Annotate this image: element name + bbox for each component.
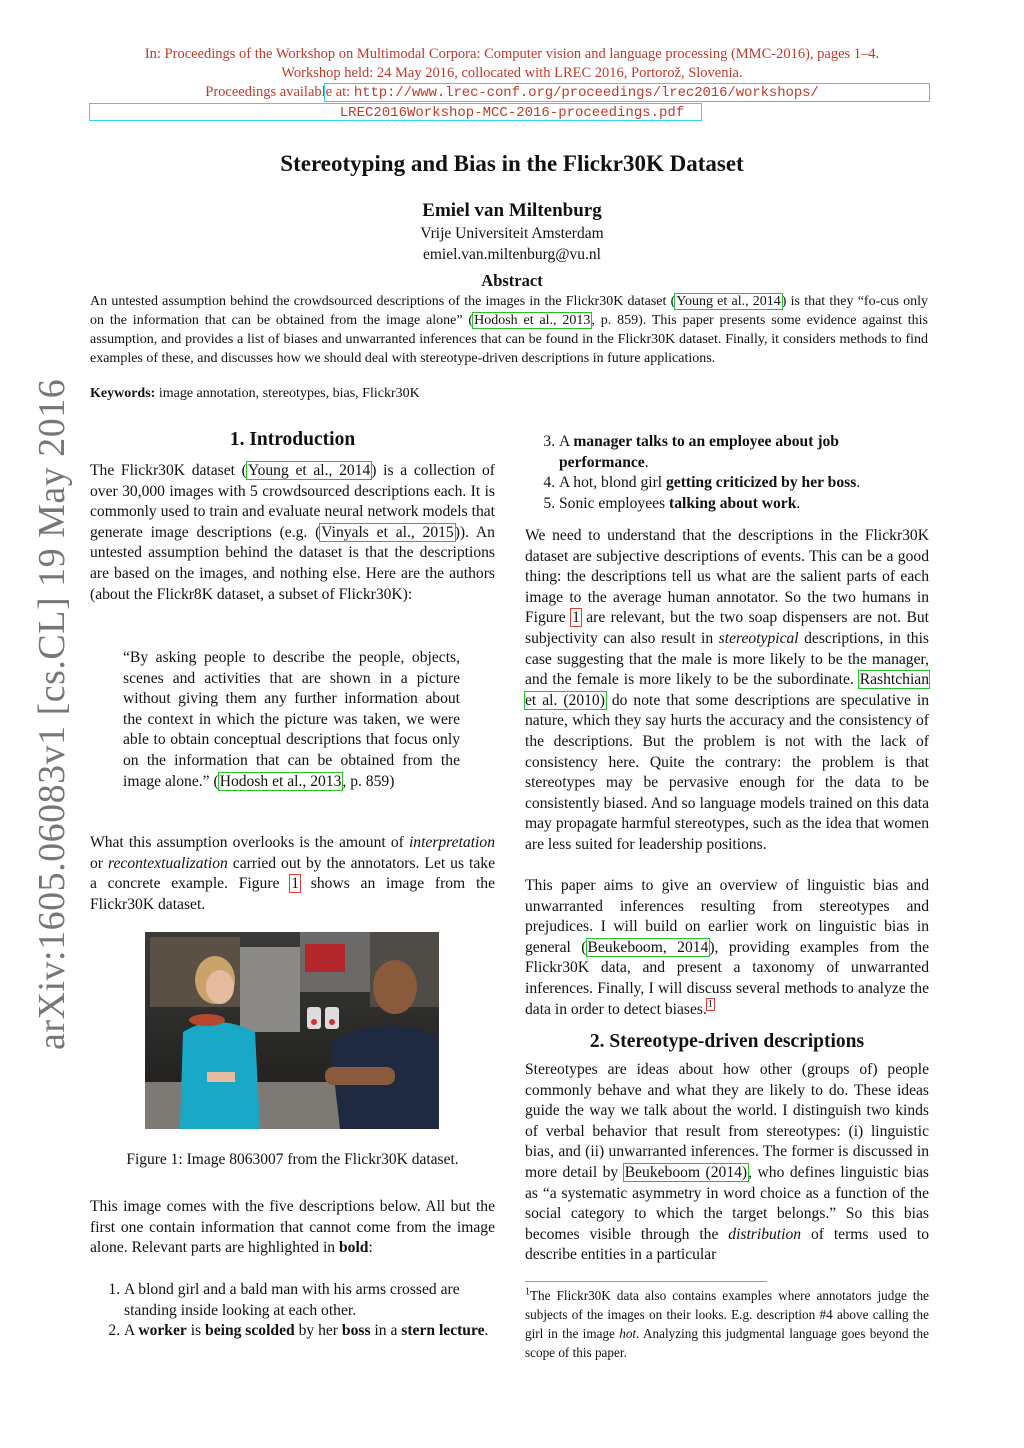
right-paragraph-1: We need to understand that the descriptions in the Flickr30K dataset are subjective descriptions of events. This can be a good thing: the descriptions tell us what are the salient parts of each image to the average human annotator. So the two humans in Figure 1 are relevant, but the two soap dispensers are not. But subjectivity can also result in stereotypical descriptions, in this case suggesting that the male is more likely to be the manager, and the female is more likely to be the subordinate. Rashtchian et al. (2010) do note that some descriptions are speculative in nature, which they say hurts the accuracy and the consistency of the descriptions. But the problem is not with the lack of consistency here. Quite the contrary: the problem is that stereotypes may be pervasive enough for the data to be consistently biased. And so language models trained on this data may propagate harmful stereotypes, such as the idea that women are less suited for leadership positions.	[525, 527, 929, 853]
proceedings-url-1[interactable]: http://www.lrec-conf.org/proceedings/lrec2016/workshops/	[353, 85, 819, 101]
section-1-heading: 1. Introduction	[229, 429, 356, 450]
footnote-divider	[525, 1281, 767, 1282]
keywords-label: Keywords:	[90, 386, 156, 401]
list-item: 4. A hot, blond girl getting criticized by her boss.	[559, 473, 929, 494]
keywords-text: image annotation, stereotypes, bias, Flickr30K	[158, 386, 420, 401]
citation-link[interactable]: Beukeboom (2014)	[624, 1163, 748, 1181]
intro-paragraph-3: This image comes with the five descriptions below. All but the first one contain information that cannot come from the image alone. Relevant parts are highlighted in bold:	[90, 1198, 495, 1257]
author-email: emiel.van.miltenburg@vu.nl	[422, 246, 601, 263]
proceedings-prefix: Proceedings available at:	[205, 84, 351, 100]
figure-ref-link[interactable]: 1	[572, 609, 580, 627]
author-name: Emiel van Miltenburg	[422, 200, 602, 221]
citation-link[interactable]: Rashtchian et al. (2010)	[525, 671, 929, 709]
footnote-1: $^1$The Flickr30K data also contains examples where annotators judge the subjects of the images on their looks. E.g. description #4 above calling the girl in the image hot. Analyzing this judgmental language goes beyond the scope of this paper.	[525, 1286, 930, 1360]
soap-dispenser-2	[325, 1007, 339, 1029]
intro-paragraph-2: What this assumption overlooks is the amount of interpretation or recontextualization carried out by the annotators. Let us take a concrete example. Figure 1 shows an image from the Flickr30K dataset.	[90, 834, 496, 913]
list-item: 1. A blond girl and a bald man with his arms crossed are standing inside looking at each other.	[124, 1280, 495, 1321]
figure-ref-link[interactable]: 1	[291, 875, 300, 893]
url-link-box-2[interactable]	[90, 104, 701, 120]
abstract-heading: Abstract	[481, 271, 543, 290]
hodosh-quote: “By asking people to describe the people, objects, scenes and activities that are shown in a picture without giving them any further information about the context in which the picture was taken, we were able to obtain conceptual descriptions that focus only on the information that can be obtained from the image alone.” (Hodosh et al., 2013, p. 859)	[123, 649, 460, 790]
venue-line-2: Workshop held: 24 May 2016, collocated with LREC 2016, Portorož, Slovenia.	[281, 65, 743, 81]
list-item: 5. Sonic employees talking about work.	[559, 494, 929, 515]
footnote-ref-link[interactable]: 1	[707, 999, 713, 1011]
venue-line-1: In: Proceedings of the Workshop on Multimodal Corpora: Computer vision and language processing (MMC-2016), pages 1–4.	[144, 46, 880, 62]
url-link-box-1[interactable]	[325, 84, 929, 101]
description-list-right	[525, 432, 929, 514]
proceedings-url-2[interactable]: LREC2016Workshop-MCC-2016-proceedings.pdf	[339, 105, 685, 121]
soap-dispenser-1	[307, 1007, 321, 1029]
list-item: 3. A manager talks to an employee about job performance.	[559, 432, 929, 473]
figure-1-illustration	[145, 932, 439, 1129]
citation-link[interactable]: Young et al., 2014	[676, 294, 781, 309]
author-affiliation: Vrije Universiteit Amsterdam	[420, 225, 604, 242]
citation-link[interactable]: Hodosh et al., 2013	[219, 772, 342, 790]
right-paragraph-2: This paper aims to give an overview of linguistic bias and unwarranted inferences resulting from stereotypes and prejudices. I will build on earlier work on linguistic bias in general (Beukeboom, 2014), providing examples from the Flickr30K data, and present a taxonomy of unwarranted inferences. Finally, I will discuss several methods to analyze the data in order to detect biases.$^1$	[525, 877, 929, 1018]
intro-paragraph-1: The Flickr30K dataset (Young et al., 2014) is a collection of over 30,000 images with 5 crowdsourced descriptions each. It is commonly used to train and evaluate neural network models that generate image descriptions (e.g. (Vinyals et al., 2015)). An untested assumption behind the dataset is that the descriptions are based on the images, and nothing else. Here are the authors (about the Flickr8K dataset, a subset of Flickr30K):	[90, 462, 495, 603]
arxiv-stamp: arXiv:1605.06083v1 [cs.CL] 19 May 2016	[31, 378, 73, 1050]
citation-link[interactable]: Hodosh et al., 2013	[474, 313, 591, 328]
citation-link[interactable]: Beukeboom, 2014	[587, 938, 709, 956]
paper-title: Stereotyping and Bias in the Flickr30K Dataset	[280, 151, 744, 176]
list-item: 2. A worker is being scolded by her boss in a stern lecture.	[124, 1321, 495, 1342]
section-2-heading: 2. Stereotype-driven descriptions	[589, 1031, 865, 1052]
description-list-left	[90, 1280, 495, 1342]
keywords	[90, 386, 928, 402]
citation-link[interactable]: Young et al., 2014	[247, 462, 371, 479]
footnote-mark: 1	[525, 1286, 530, 1298]
abstract-text: An untested assumption behind the crowdsourced descriptions of the images in the Flickr30K dataset (Young et al., 2014) is that they “fo-cus only on the information that can be obtained from the image alone” (Hodosh et al., 2013, p. 859). This paper presents some evidence against this assumption, and provides a list of biases and unwarranted inferences that can be found in the Flickr30K dataset. Finally, it considers methods to find examples of these, and discusses how we should deal with stereotype-driven descriptions in future applications.	[90, 294, 928, 366]
section-2-paragraph-1: Stereotypes are ideas about how other (groups of) people commonly behave and what they are likely to do. These ideas guide the way we talk about the world. I distinguish two kinds of verbal behavior that result from stereotypes: (i) linguistic bias, and (ii) unwarranted inferences. The former is discussed in more detail by Beukeboom (2014), who defines linguistic bias as “a systematic asymmetry in word choice as a function of the social category to which the target belongs.” So this bias becomes visible through the distribution of terms used to describe entities in a particular	[525, 1061, 929, 1264]
citation-link[interactable]: Vinyals et al., 2015	[321, 523, 454, 541]
figure-1-image	[145, 932, 439, 1129]
figure-1-caption: Figure 1: Image 8063007 from the Flickr30K dataset.	[126, 1151, 459, 1168]
